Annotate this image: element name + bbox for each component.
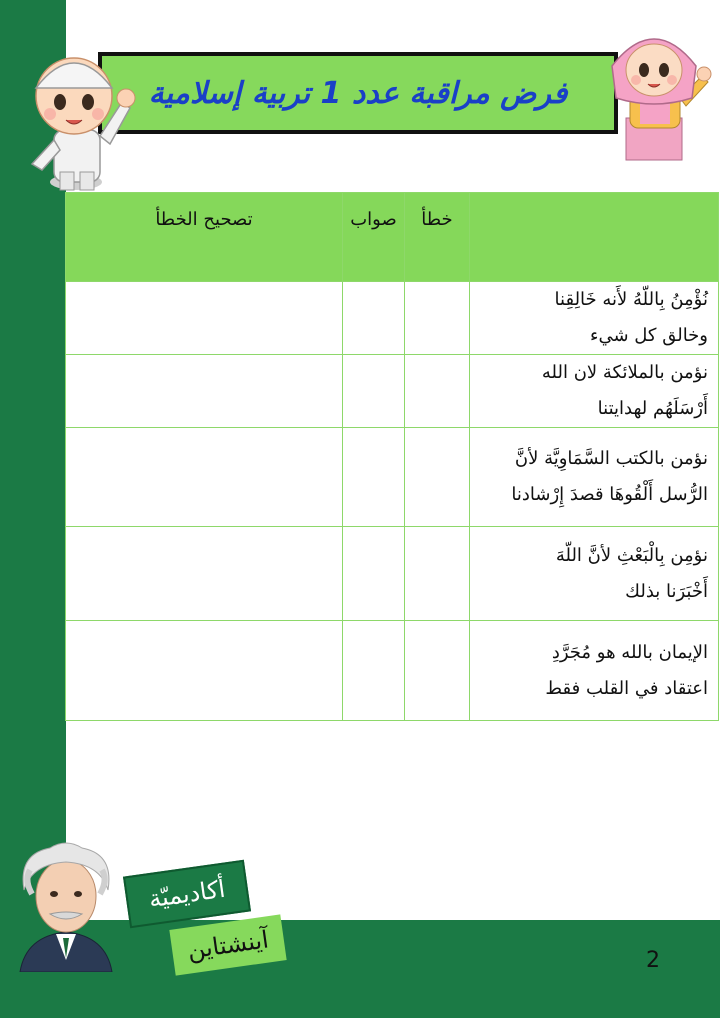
table-header-row <box>66 193 719 282</box>
header-statement <box>470 193 719 282</box>
right-answer-cell[interactable] <box>343 282 405 355</box>
statement-line: الرُّسل أَلْقُوهَا قصدَ إِرْشادنا <box>511 484 708 505</box>
boy-illustration <box>14 32 146 196</box>
table-row <box>66 527 719 621</box>
correction-cell[interactable] <box>66 621 343 721</box>
statement-line: الإيمان بالله هو مُجَرَّدِ <box>551 641 708 663</box>
statement-cell <box>470 527 719 621</box>
right-answer-cell[interactable] <box>343 355 405 428</box>
table-row <box>66 428 719 527</box>
correction-cell[interactable] <box>66 282 343 355</box>
header-correction: تصحيح الخطأ <box>66 193 343 282</box>
wrong-answer-cell[interactable] <box>405 527 470 621</box>
academy-logo-line2: آينشتاين <box>169 914 286 975</box>
statement-line: وخالق كل شيء <box>590 325 708 346</box>
page-number: 2 <box>646 948 660 973</box>
statement-line: اعتقاد في القلب فقط <box>545 677 708 699</box>
table-row <box>66 621 719 721</box>
header-right: صواب <box>343 193 405 282</box>
wrong-answer-cell[interactable] <box>405 428 470 527</box>
correction-cell[interactable] <box>66 428 343 527</box>
statement-line: نؤمن بالكتب السَّمَاوِيَّة لأنَّ <box>514 448 708 469</box>
right-answer-cell[interactable] <box>343 428 405 527</box>
wrong-answer-cell[interactable] <box>405 355 470 428</box>
girl-illustration <box>604 18 716 162</box>
correction-cell[interactable] <box>66 355 343 428</box>
page-title: فرض مراقبة عدد 1 تربية إسلامية <box>148 75 568 111</box>
right-answer-cell[interactable] <box>343 621 405 721</box>
title-banner <box>98 52 618 134</box>
academy-logo-line1: أكاديميّة <box>123 860 251 928</box>
right-answer-cell[interactable] <box>343 527 405 621</box>
statement-cell <box>470 621 719 721</box>
statement-line: أَرْسَلَهُم لهدايتنا <box>597 398 708 419</box>
table-row <box>66 355 719 428</box>
statement-cell <box>470 282 719 355</box>
einstein-illustration <box>10 840 122 972</box>
statement-cell <box>470 355 719 428</box>
statement-line: نؤمن بالملائكة لان الله <box>541 362 708 383</box>
statement-line: نؤمِن بِالْبَعْثِ لأنَّ اللّهَ <box>555 544 708 566</box>
statement-line: نُؤْمِنُ بِاللّهُ لأَنه خَالِقِنا <box>554 289 708 310</box>
correction-cell[interactable] <box>66 527 343 621</box>
wrong-answer-cell[interactable] <box>405 282 470 355</box>
statement-cell <box>470 428 719 527</box>
header-wrong: خطأ <box>405 193 470 282</box>
table-row <box>66 282 719 355</box>
quiz-table <box>65 192 719 721</box>
wrong-answer-cell[interactable] <box>405 621 470 721</box>
statement-line: أَخْبَرَنا بذلك <box>625 580 708 602</box>
